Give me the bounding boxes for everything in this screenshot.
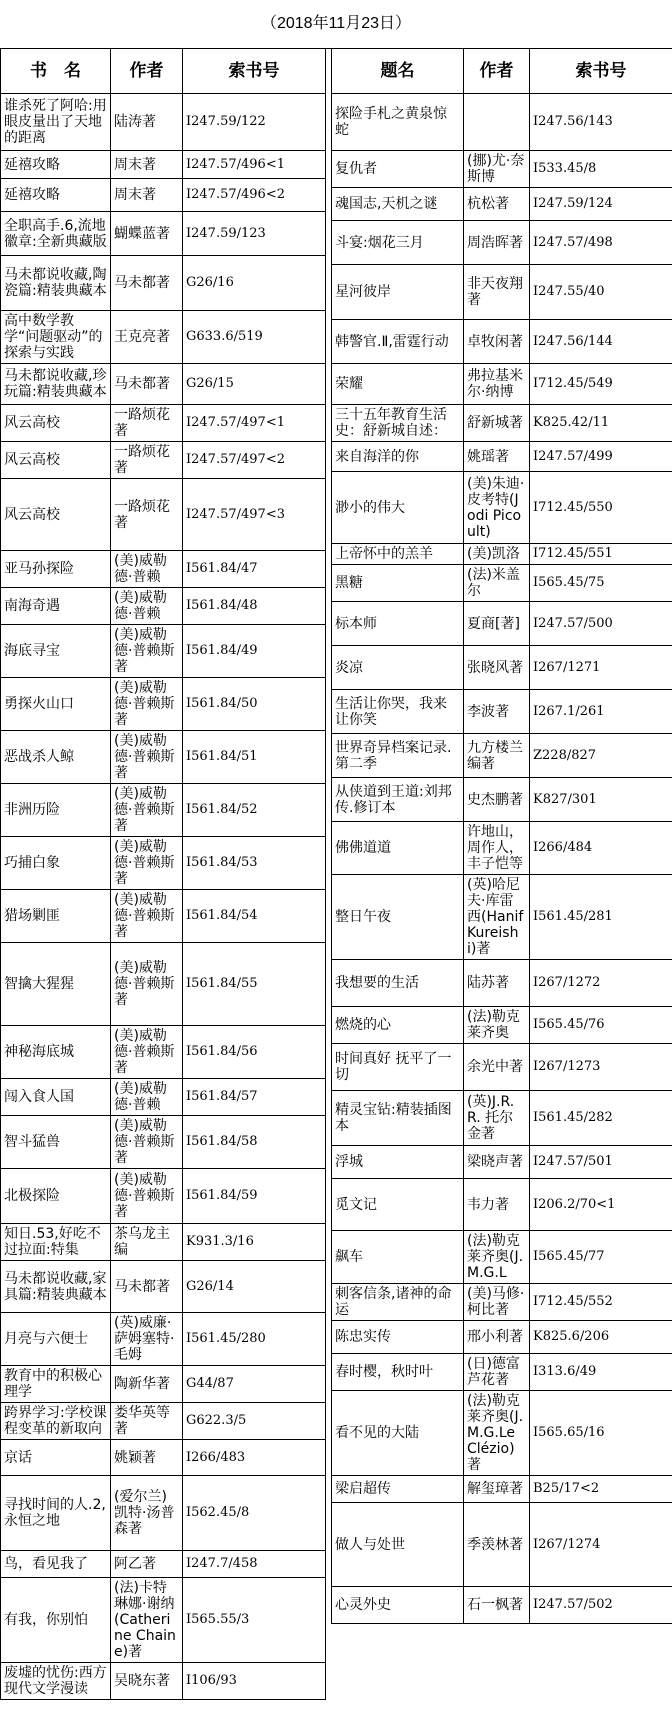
right-table-row: [332, 1284, 672, 1321]
book-title: 做人与处世: [332, 1503, 464, 1587]
call-number: I565.45/77: [530, 1231, 672, 1284]
call-number: I247.57/497<2: [183, 442, 326, 479]
book-author: 马未都著: [111, 256, 183, 311]
call-number: G44/87: [183, 1366, 326, 1403]
left-table-row: [1, 1578, 326, 1663]
call-number: I565.65/16: [530, 1391, 672, 1476]
book-title: 魂国志,天机之谜: [332, 188, 464, 221]
book-title: 浮城: [332, 1146, 464, 1179]
book-title: 春时樱，秋时叶: [332, 1354, 464, 1391]
call-number: G633.6/519: [183, 311, 326, 364]
book-title: 看不见的大陆: [332, 1391, 464, 1476]
left-table-row: [1, 1026, 326, 1079]
book-author: 姚颖著: [111, 1440, 183, 1476]
right-table-row: [332, 1007, 672, 1044]
book-title: 高中数学教学“问题驱动”的探索与实践: [1, 311, 111, 364]
book-author: 石一枫著: [464, 1587, 530, 1624]
right-header-row: [332, 49, 672, 94]
book-author: 弗拉基米尔·纳博: [464, 364, 530, 405]
right-table-row: [332, 221, 672, 265]
right-table-row: [332, 960, 672, 1007]
book-title: 京话: [1, 1440, 111, 1476]
book-title: 教育中的积极心理学: [1, 1366, 111, 1403]
left-table-row: [1, 1366, 326, 1403]
book-author: (美)威勒德·普赖斯著: [111, 943, 183, 1026]
book-title: 复仇者: [332, 151, 464, 188]
right-header-author: 作者: [464, 49, 530, 94]
right-table-row: [332, 565, 672, 602]
book-author: 梁晓声著: [464, 1146, 530, 1179]
call-number: I206.2/70<1: [530, 1179, 672, 1231]
left-table-row: [1, 311, 326, 364]
right-table-row: [332, 188, 672, 221]
book-author: 许地山，周作人，丰子恺等: [464, 822, 530, 875]
right-table-row: [332, 1587, 672, 1624]
book-title: 从侠道到王道:刘邦传.修订本: [332, 778, 464, 822]
call-number: G26/15: [183, 364, 326, 405]
book-title: 斗宴:烟花三月: [332, 221, 464, 265]
book-author: 马未都著: [111, 364, 183, 405]
left-table-row: [1, 1313, 326, 1366]
right-table-body: [332, 94, 672, 1624]
call-number: I247.56/143: [530, 94, 672, 151]
book-author: 娄华英等著: [111, 1403, 183, 1440]
call-number: I247.59/124: [530, 188, 672, 221]
call-number: I561.84/58: [183, 1116, 326, 1169]
book-author: (法)米盖尔: [464, 565, 530, 602]
book-title: 月亮与六便士: [1, 1313, 111, 1366]
book-author: 姚瑶著: [464, 442, 530, 472]
book-title: 心灵外史: [332, 1587, 464, 1624]
left-table-row: [1, 442, 326, 479]
left-table-row: [1, 212, 326, 256]
right-table-row: [332, 734, 672, 778]
right-header-call-number: 索书号: [530, 49, 672, 94]
right-table-row: [332, 442, 672, 472]
book-title: 废墟的忧伤:西方现代文学漫读: [1, 1663, 111, 1700]
call-number: I247.57/498: [530, 221, 672, 265]
left-table-row: [1, 179, 326, 212]
book-title: 风云高校: [1, 442, 111, 479]
left-table-row: [1, 731, 326, 784]
book-title: 智擒大猩猩: [1, 943, 111, 1026]
book-author: (美)威勒德·普赖斯著: [111, 784, 183, 837]
book-author: (英)威廉·萨姆塞特·毛姆: [111, 1313, 183, 1366]
left-table-row: [1, 1224, 326, 1261]
call-number: I561.84/56: [183, 1026, 326, 1079]
book-author: (美)威勒德·普赖斯著: [111, 731, 183, 784]
book-title: 有我，你别怕: [1, 1578, 111, 1663]
call-number: I565.45/75: [530, 565, 672, 602]
book-title: 神秘海底城: [1, 1026, 111, 1079]
left-header-call-number: 索书号: [183, 49, 326, 94]
call-number: I712.45/550: [530, 472, 672, 544]
call-number: I247.56/144: [530, 320, 672, 364]
book-author: (美)威勒德·普赖斯著: [111, 678, 183, 731]
book-title: 标本师: [332, 602, 464, 646]
book-author: 一路烦花著: [111, 405, 183, 442]
call-number: I266/484: [530, 822, 672, 875]
book-author: 陶新华著: [111, 1366, 183, 1403]
right-table-row: [332, 1044, 672, 1091]
book-author: (英)哈尼夫·库雷西(Hanif Kureishi)著: [464, 875, 530, 960]
book-author: 马未都著: [111, 1261, 183, 1313]
book-author: 一路烦花著: [111, 442, 183, 479]
book-title: 勇探火山口: [1, 678, 111, 731]
book-title: 延禧攻略: [1, 179, 111, 212]
left-table-row: [1, 479, 326, 551]
book-author: (美)马修·柯比著: [464, 1284, 530, 1321]
call-number: G622.3/5: [183, 1403, 326, 1440]
right-table-row: [332, 1354, 672, 1391]
book-author: (挪)尤·奈斯博: [464, 151, 530, 188]
book-author: (法)卡特琳娜·谢纳(Catherine Chaine)著: [111, 1578, 183, 1663]
book-title: 炎凉: [332, 646, 464, 690]
call-number: I561.84/57: [183, 1079, 326, 1116]
left-table-row: [1, 1551, 326, 1578]
left-table-row: [1, 890, 326, 943]
call-number: I561.84/48: [183, 588, 326, 625]
call-number: I565.45/76: [530, 1007, 672, 1044]
call-number: I247.57/501: [530, 1146, 672, 1179]
book-author: 非天夜翔著: [464, 265, 530, 320]
book-title: 时间真好 抚平了一切: [332, 1044, 464, 1091]
book-author: (日)德富芦花著: [464, 1354, 530, 1391]
book-title: 延禧攻略: [1, 151, 111, 179]
right-table-row: [332, 544, 672, 565]
left-table-row: [1, 94, 326, 151]
book-title: 星河彼岸: [332, 265, 464, 320]
left-table-row: [1, 405, 326, 442]
book-title: 整日午夜: [332, 875, 464, 960]
book-title: 风云高校: [1, 405, 111, 442]
right-table-row: [332, 320, 672, 364]
call-number: K827/301: [530, 778, 672, 822]
book-title: 觅文记: [332, 1179, 464, 1231]
book-author: 蝴蝶蓝著: [111, 212, 183, 256]
left-table-row: [1, 625, 326, 678]
left-table-row: [1, 551, 326, 588]
book-author: 张晓风著: [464, 646, 530, 690]
right-header-title: 题名: [332, 49, 464, 94]
right-table-row: [332, 364, 672, 405]
left-table-row: [1, 678, 326, 731]
book-author: (法)勒克莱齐奥(J.M.G.Le Clézio)著: [464, 1391, 530, 1476]
left-header-row: [1, 49, 326, 94]
right-table-row: [332, 875, 672, 960]
call-number: I561.84/54: [183, 890, 326, 943]
call-number: I561.45/282: [530, 1091, 672, 1146]
call-number: I267/1273: [530, 1044, 672, 1091]
book-author: (美)威勒德·普赖斯著: [111, 837, 183, 890]
call-number: I561.84/53: [183, 837, 326, 890]
call-number: I561.84/49: [183, 625, 326, 678]
left-table-row: [1, 1440, 326, 1476]
book-title: 猎场剿匪: [1, 890, 111, 943]
book-title: 陈忠实传: [332, 1321, 464, 1354]
left-table-row: [1, 784, 326, 837]
right-table-row: [332, 778, 672, 822]
book-title: 知日.53,好吃不过拉面:特集: [1, 1224, 111, 1261]
book-author: 王克亮著: [111, 311, 183, 364]
call-number: I267/1272: [530, 960, 672, 1007]
right-table-row: [332, 265, 672, 320]
left-table-row: [1, 1476, 326, 1551]
book-author: 陆苏著: [464, 960, 530, 1007]
right-table-row: [332, 1321, 672, 1354]
book-author: (美)朱迪·皮考特(Jodi Picoult): [464, 472, 530, 544]
right-table-row: [332, 94, 672, 151]
book-title: 世界奇异档案记录.第二季: [332, 734, 464, 778]
book-author: (美)威勒德·普赖: [111, 588, 183, 625]
call-number: I247.57/497<3: [183, 479, 326, 551]
left-table-row: [1, 1403, 326, 1440]
call-number: I561.84/47: [183, 551, 326, 588]
book-title: 寻找时间的人.2,永恒之地: [1, 1476, 111, 1551]
right-table-row: [332, 151, 672, 188]
book-author: (美)威勒德·普赖斯著: [111, 1169, 183, 1224]
call-number: I561.45/281: [530, 875, 672, 960]
book-title: 佛佛道道: [332, 822, 464, 875]
left-table-row: [1, 943, 326, 1026]
book-author: 陆涛著: [111, 94, 183, 151]
left-table-row: [1, 151, 326, 179]
call-number: I247.57/499: [530, 442, 672, 472]
book-title: 智斗猛兽: [1, 1116, 111, 1169]
right-table-row: [332, 1179, 672, 1231]
call-number: I247.57/497<1: [183, 405, 326, 442]
book-author: 舒新城著: [464, 405, 530, 442]
book-author: [464, 94, 530, 151]
book-title: 马未都说收藏,珍玩篇:精装典藏本: [1, 364, 111, 405]
call-number: I267.1/261: [530, 690, 672, 734]
left-header-title: 书 名: [1, 49, 111, 94]
book-author: (美)威勒德·普赖斯著: [111, 890, 183, 943]
book-title: 鸟，看见我了: [1, 1551, 111, 1578]
left-table-row: [1, 364, 326, 405]
call-number: I561.84/51: [183, 731, 326, 784]
book-author: 夏商[著]: [464, 602, 530, 646]
book-author: 吴晓东著: [111, 1663, 183, 1700]
book-author: (美)威勒德·普赖斯著: [111, 1116, 183, 1169]
right-table-row: [332, 1503, 672, 1587]
book-title: 亚马孙探险: [1, 551, 111, 588]
book-title: 我想要的生活: [332, 960, 464, 1007]
book-author: 韦力著: [464, 1179, 530, 1231]
call-number: I247.59/123: [183, 212, 326, 256]
book-title: 马未都说收藏,家具篇:精装典藏本: [1, 1261, 111, 1313]
book-author: 邢小利著: [464, 1321, 530, 1354]
book-title: 恶战杀人鲸: [1, 731, 111, 784]
right-table-row: [332, 646, 672, 690]
book-author: 周末著: [111, 179, 183, 212]
book-title: 韩警官.Ⅱ,雷霆行动: [332, 320, 464, 364]
right-table-row: [332, 1231, 672, 1284]
book-title: 南海奇遇: [1, 588, 111, 625]
call-number: I247.59/122: [183, 94, 326, 151]
call-number: G26/14: [183, 1261, 326, 1313]
call-number: I561.45/280: [183, 1313, 326, 1366]
book-title: 刺客信条,诸神的命运: [332, 1284, 464, 1321]
right-table-row: [332, 405, 672, 442]
call-number: I247.7/458: [183, 1551, 326, 1578]
book-title: 北极探险: [1, 1169, 111, 1224]
call-number: K825.42/11: [530, 405, 672, 442]
right-table-row: [332, 472, 672, 544]
call-number: K931.3/16: [183, 1224, 326, 1261]
book-author: 周末著: [111, 151, 183, 179]
book-author: (英)J.R.R. 托尔金著: [464, 1091, 530, 1146]
book-title: 跨界学习:学校课程变革的新取向: [1, 1403, 111, 1440]
book-title: 来自海洋的你: [332, 442, 464, 472]
call-number: I313.6/49: [530, 1354, 672, 1391]
book-title: 精灵宝钻:精装插图本: [332, 1091, 464, 1146]
book-author: 一路烦花著: [111, 479, 183, 551]
call-number: G26/16: [183, 256, 326, 311]
left-table-row: [1, 1663, 326, 1700]
call-number: I267/1274: [530, 1503, 672, 1587]
call-number: I712.45/552: [530, 1284, 672, 1321]
book-author: 解玺璋著: [464, 1476, 530, 1503]
book-author: (美)凯洛: [464, 544, 530, 565]
call-number: I247.57/500: [530, 602, 672, 646]
call-number: K825.6/206: [530, 1321, 672, 1354]
call-number: I106/93: [183, 1663, 326, 1700]
book-title: 黑糖: [332, 565, 464, 602]
book-title: 全职高手.6,流地徽章:全新典藏版: [1, 212, 111, 256]
call-number: B25/17<2: [530, 1476, 672, 1503]
right-table-row: [332, 690, 672, 734]
left-table-row: [1, 1079, 326, 1116]
left-table-row: [1, 256, 326, 311]
right-table-row: [332, 822, 672, 875]
call-number: I266/483: [183, 1440, 326, 1476]
book-title: 梁启超传: [332, 1476, 464, 1503]
right-table-row: [332, 1091, 672, 1146]
book-author: 周浩晖著: [464, 221, 530, 265]
book-author: 余光中著: [464, 1044, 530, 1091]
book-title: 非洲历险: [1, 784, 111, 837]
book-title: 谁杀死了阿哈:用眼皮量出了天地的距离: [1, 94, 111, 151]
left-table-row: [1, 588, 326, 625]
book-author: (美)威勒德·普赖: [111, 1079, 183, 1116]
book-author: 史杰鹏著: [464, 778, 530, 822]
book-title: 马未都说收藏,陶瓷篇:精装典藏本: [1, 256, 111, 311]
book-title: 巧捕白象: [1, 837, 111, 890]
left-table: [0, 48, 326, 1700]
book-title: 生活让你哭，我来让你笑: [332, 690, 464, 734]
left-table-row: [1, 837, 326, 890]
book-title: 风云高校: [1, 479, 111, 551]
book-title: 燃烧的心: [332, 1007, 464, 1044]
book-author: 季羡林著: [464, 1503, 530, 1587]
book-author: 阿乙著: [111, 1551, 183, 1578]
call-number: I247.57/496<1: [183, 151, 326, 179]
call-number: I712.45/551: [530, 544, 672, 565]
book-author: 茶乌龙主编: [111, 1224, 183, 1261]
right-table-row: [332, 1146, 672, 1179]
call-number: I562.45/8: [183, 1476, 326, 1551]
call-number: I247.55/40: [530, 265, 672, 320]
call-number: I561.84/52: [183, 784, 326, 837]
book-title: 渺小的伟大: [332, 472, 464, 544]
call-number: I565.55/3: [183, 1578, 326, 1663]
right-table-row: [332, 1476, 672, 1503]
call-number: I561.84/59: [183, 1169, 326, 1224]
book-author: (法)勒克莱齐奥(J.M.G.L: [464, 1231, 530, 1284]
call-number: I267/1271: [530, 646, 672, 690]
left-table-body: [1, 94, 326, 1700]
call-number: I533.45/8: [530, 151, 672, 188]
call-number: I561.84/50: [183, 678, 326, 731]
left-table-row: [1, 1261, 326, 1313]
right-table-row: [332, 602, 672, 646]
book-author: 九方楼兰编著: [464, 734, 530, 778]
right-table-row: [332, 1391, 672, 1476]
book-author: (美)威勒德·普赖斯著: [111, 1026, 183, 1079]
book-title: 飙车: [332, 1231, 464, 1284]
left-table-row: [1, 1169, 326, 1224]
book-title: 荣耀: [332, 364, 464, 405]
left-table-row: [1, 1116, 326, 1169]
call-number: I247.57/502: [530, 1587, 672, 1624]
call-number: I561.84/55: [183, 943, 326, 1026]
call-number: I247.57/496<2: [183, 179, 326, 212]
date-line: （2018年11月23日）: [0, 0, 672, 49]
book-author: (美)威勒德·普赖: [111, 551, 183, 588]
book-author: 杭松著: [464, 188, 530, 221]
book-title: 上帝怀中的羔羊: [332, 544, 464, 565]
book-author: (爱尔兰)凯特·汤普森著: [111, 1476, 183, 1551]
call-number: I712.45/549: [530, 364, 672, 405]
book-title: 闯入食人国: [1, 1079, 111, 1116]
call-number: Z228/827: [530, 734, 672, 778]
book-title: 三十五年教育生活史：舒新城自述：: [332, 405, 464, 442]
right-table: [331, 48, 672, 1624]
book-author: 李波著: [464, 690, 530, 734]
book-title: 探险手札之黄泉惊蛇: [332, 94, 464, 151]
book-author: 卓牧闲著: [464, 320, 530, 364]
book-author: (法)勒克莱齐奥: [464, 1007, 530, 1044]
left-header-author: 作者: [111, 49, 183, 94]
book-title: 海底寻宝: [1, 625, 111, 678]
book-author: (美)威勒德·普赖斯著: [111, 625, 183, 678]
